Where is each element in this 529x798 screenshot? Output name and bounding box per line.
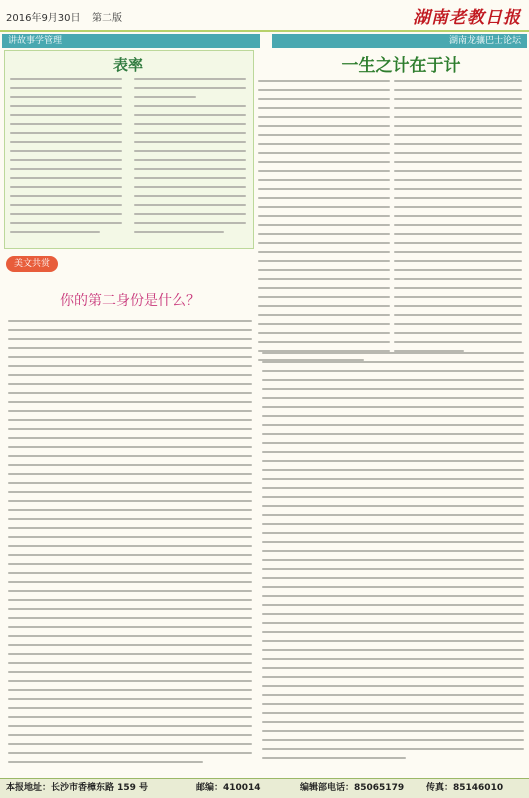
article-body-plan-col1	[258, 80, 390, 368]
article-title-second-identity: 你的第二身份是什么？	[60, 293, 200, 309]
issue-date: 2016年9月30日	[6, 13, 81, 24]
footer-postcode: 邮编：410014	[196, 783, 261, 793]
section-tag-beautiful-essay: 美文共赏	[6, 256, 58, 272]
newspaper-logo: 湖南老教日报	[413, 8, 521, 28]
article-body-plan-col2	[394, 80, 522, 359]
article-body-second-identity-left	[8, 320, 252, 770]
footer-address: 本报地址：长沙市香樟东路 159 号	[6, 783, 149, 793]
article-body-biaoshuai-col2	[134, 78, 246, 240]
edition-label: 第二版	[92, 13, 122, 24]
section-band-right: 湖南龙骧巴士论坛	[272, 34, 527, 48]
page-footer	[0, 778, 529, 798]
masthead	[0, 0, 529, 32]
article-title-plan: 一生之计在于计	[341, 56, 461, 76]
footer-fax: 传真：85146010	[426, 783, 504, 793]
section-band-left: 讲故事学管理	[2, 34, 260, 48]
article-body-second-identity-right	[262, 352, 524, 766]
article-body-biaoshuai-col1	[10, 78, 122, 240]
article-title-biaoshuai: 表率	[112, 56, 143, 74]
footer-editorial-phone: 编辑部电话：85065179	[300, 783, 405, 793]
